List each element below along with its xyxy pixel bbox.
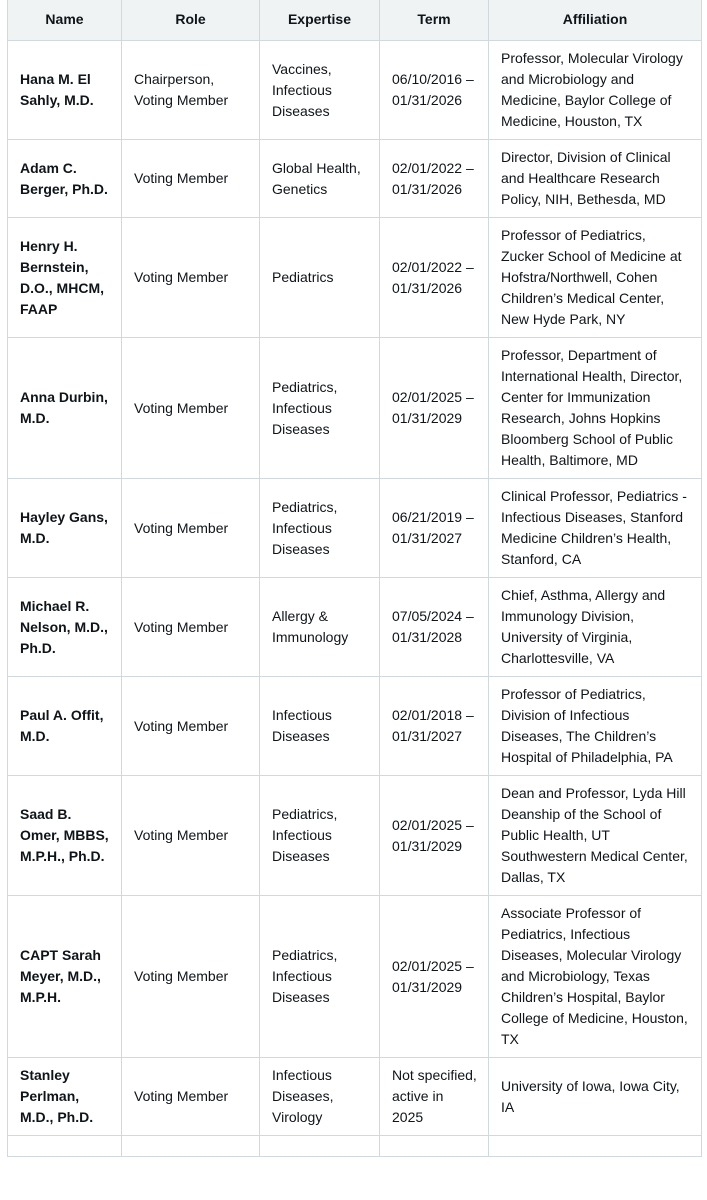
member-affiliation: Associate Professor of Pediatrics, Infectious Diseases, Molecular Virology and Microbiology, Texas Children’s Hospital, Baylor College of Medicine, Houston, TX (489, 896, 702, 1058)
member-role: Voting Member (122, 1058, 260, 1136)
member-role: Voting Member (122, 896, 260, 1058)
member-affiliation: Dean and Professor, Lyda Hill Deanship of the School of Public Health, UT Southwestern Medical Center, Dallas, TX (489, 776, 702, 896)
member-name: Michael R. Nelson, M.D., Ph.D. (8, 578, 122, 677)
member-affiliation: University of Iowa, Iowa City, IA (489, 1058, 702, 1136)
member-name: Paul A. Offit, M.D. (8, 677, 122, 776)
member-affiliation: Professor, Molecular Virology and Microbiology and Medicine, Baylor College of Medicine, Houston, TX (489, 41, 702, 140)
table-row (8, 677, 702, 776)
member-name: Hayley Gans, M.D. (8, 479, 122, 578)
table-row (8, 896, 702, 1058)
member-expertise: Pediatrics, Infectious Diseases (260, 896, 380, 1058)
member-name: Saad B. Omer, MBBS, M.P.H., Ph.D. (8, 776, 122, 896)
table-row (8, 140, 702, 218)
member-affiliation: Professor of Pediatrics, Division of Infectious Diseases, The Children’s Hospital of Philadelphia, PA (489, 677, 702, 776)
member-role: Voting Member (122, 677, 260, 776)
member-role: Voting Member (122, 776, 260, 896)
member-role: Voting Member (122, 578, 260, 677)
member-term: 07/05/2024 – 01/31/2028 (380, 578, 489, 677)
member-affiliation: Professor, Department of International Health, Director, Center for Immunization Research, Johns Hopkins Bloomberg School of Public Health, Baltimore, MD (489, 338, 702, 479)
member-expertise: Pediatrics (260, 218, 380, 338)
member-expertise: Vaccines, Infectious Diseases (260, 41, 380, 140)
empty-cell (489, 1136, 702, 1157)
member-name: CAPT Sarah Meyer, M.D., M.P.H. (8, 896, 122, 1058)
member-role: Voting Member (122, 479, 260, 578)
member-affiliation: Chief, Asthma, Allergy and Immunology Division, University of Virginia, Charlottesville, VA (489, 578, 702, 677)
header-expertise: Expertise (260, 0, 380, 41)
member-role: Voting Member (122, 338, 260, 479)
member-expertise: Pediatrics, Infectious Diseases (260, 776, 380, 896)
member-name: Anna Durbin, M.D. (8, 338, 122, 479)
table-header (8, 0, 702, 41)
table-row (8, 338, 702, 479)
empty-cell (8, 1136, 122, 1157)
table-row (8, 578, 702, 677)
member-expertise: Infectious Diseases (260, 677, 380, 776)
member-name: Hana M. El Sahly, M.D. (8, 41, 122, 140)
member-expertise: Pediatrics, Infectious Diseases (260, 338, 380, 479)
header-name: Name (8, 0, 122, 41)
member-term: 02/01/2025 – 01/31/2029 (380, 896, 489, 1058)
table-body (8, 41, 702, 1157)
members-table (7, 0, 702, 1157)
empty-cell (122, 1136, 260, 1157)
member-term: 02/01/2025 – 01/31/2029 (380, 776, 489, 896)
member-role: Voting Member (122, 218, 260, 338)
table-row (8, 218, 702, 338)
member-affiliation: Director, Division of Clinical and Healthcare Research Policy, NIH, Bethesda, MD (489, 140, 702, 218)
member-term: 06/10/2016 – 01/31/2026 (380, 41, 489, 140)
member-affiliation: Professor of Pediatrics, Zucker School of Medicine at Hofstra/Northwell, Cohen Children’s Medical Center, New Hyde Park, NY (489, 218, 702, 338)
member-expertise: Global Health, Genetics (260, 140, 380, 218)
table-row (8, 1058, 702, 1136)
table-row (8, 479, 702, 578)
empty-cell (260, 1136, 380, 1157)
member-affiliation: Clinical Professor, Pediatrics - Infectious Diseases, Stanford Medicine Children’s Health, Stanford, CA (489, 479, 702, 578)
member-name: Adam C. Berger, Ph.D. (8, 140, 122, 218)
member-term: 02/01/2018 – 01/31/2027 (380, 677, 489, 776)
header-row (8, 0, 702, 41)
member-term: 02/01/2022 – 01/31/2026 (380, 140, 489, 218)
header-term: Term (380, 0, 489, 41)
member-expertise: Pediatrics, Infectious Diseases (260, 479, 380, 578)
empty-cell (380, 1136, 489, 1157)
member-name: Henry H. Bernstein, D.O., MHCM, FAAP (8, 218, 122, 338)
member-expertise: Infectious Diseases, Virology (260, 1058, 380, 1136)
table-row (8, 41, 702, 140)
table-row (8, 776, 702, 896)
member-role: Voting Member (122, 140, 260, 218)
member-term: 02/01/2022 – 01/31/2026 (380, 218, 489, 338)
member-role: Chairperson, Voting Member (122, 41, 260, 140)
member-term: 02/01/2025 – 01/31/2029 (380, 338, 489, 479)
header-role: Role (122, 0, 260, 41)
table-row-cut-off (8, 1136, 702, 1157)
member-term: 06/21/2019 – 01/31/2027 (380, 479, 489, 578)
header-affiliation: Affiliation (489, 0, 702, 41)
member-expertise: Allergy & Immunology (260, 578, 380, 677)
member-term: Not specified, active in 2025 (380, 1058, 489, 1136)
member-name: Stanley Perlman, M.D., Ph.D. (8, 1058, 122, 1136)
